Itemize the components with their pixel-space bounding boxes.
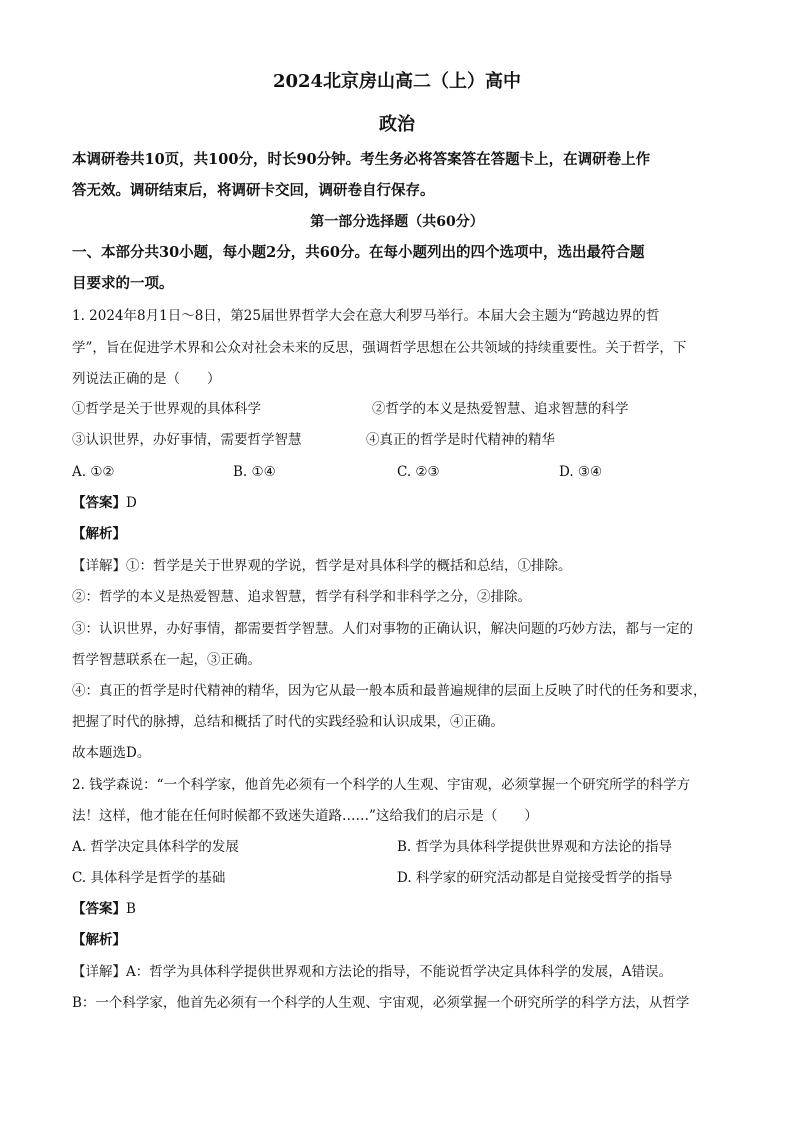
q1-detail-line-7: 故本题选D。 [72, 745, 151, 761]
q1-analysis-tag: 【解析】 [72, 526, 126, 542]
q1-statement-4: ④真正的哲学是时代精神的精华 [366, 432, 555, 448]
q1-statement-1: ①哲学是关于世界观的具体科学 [72, 401, 261, 417]
q1-statement-2: ②哲学的本义是热爱智慧、追求智慧的科学 [372, 401, 629, 417]
q2-answer [72, 899, 136, 919]
q1-detail-line-3: ③：认识世界，办好事情，都需要哲学智慧。人们对事物的正确认识，解决问题的巧妙方法，都与一定的 [72, 621, 693, 637]
q1-option-c: C. ②③ [397, 464, 440, 480]
instructions-line-1: 一、本部分共30小题，每小题2分，共60分。在每小题列出的四个选项中，选出最符合题 [72, 244, 645, 261]
q2-stem-line-1: 2. 钱学森说：“一个科学家，他首先必须有一个科学的人生观、宇宙观，必须掌握一个研究所学的科学方 [72, 777, 691, 793]
q1-stem-line-1: 1. 2024年8月1日～8日，第25届世界哲学大会在意大利罗马举行。本届大会主题为“跨越边界的哲 [72, 308, 660, 324]
part1-title: 第一部分选择题（共60分） [310, 214, 484, 230]
subject-title: 政治 [379, 114, 415, 135]
q1-detail-line-1: 【详解】①：哲学是关于世界观的学说，哲学是对具体科学的概括和总结，①排除。 [72, 558, 572, 574]
instructions-line-2: 目要求的一项。 [72, 275, 174, 292]
q2-option-c: C. 具体科学是哲学的基础 [72, 870, 226, 886]
q2-option-d: D. 科学家的研究活动都是自觉接受哲学的指导 [397, 870, 673, 886]
q1-statement-3: ③认识世界，办好事情，需要哲学智慧 [72, 432, 302, 448]
q2-option-a: A. 哲学决定具体科学的发展 [72, 839, 239, 855]
q1-option-b: B. ①④ [233, 464, 276, 480]
q1-answer-value: D [126, 495, 137, 511]
q1-answer [72, 493, 137, 513]
q2-detail-line-1: 【详解】A：哲学为具体科学提供世界观和方法论的指导，不能说哲学决定具体科学的发展，A错误。 [72, 964, 672, 980]
q1-stem-line-2: 学”，旨在促进学术界和公众对社会未来的反思，强调哲学思想在公共领域的持续重要性。关于哲学，下 [72, 340, 687, 356]
document-title: 2024北京房山高二（上）高中 [272, 71, 522, 92]
q1-detail-line-5: ④：真正的哲学是时代精神的精华，因为它从最一般本质和最普遍规律的层面上反映了时代的任务和要求， [72, 683, 707, 699]
q1-option-a: A. ①② [72, 464, 115, 480]
q1-detail-line-6: 把握了时代的脉搏，总结和概括了时代的实践经验和认识成果，④正确。 [72, 714, 504, 730]
q2-answer-tag: 【答案】 [72, 901, 126, 917]
q1-option-d: D. ③④ [559, 464, 603, 480]
q2-detail-line-2: B：一个科学家，他首先必须有一个科学的人生观、宇宙观，必须掌握一个研究所学的科学方法，从哲学 [72, 995, 690, 1011]
notice-line-2: 答无效。调研结束后，将调研卡交回，调研卷自行保存。 [72, 182, 435, 199]
q1-detail-line-2: ②：哲学的本义是热爱智慧、追求智慧，哲学有科学和非科学之分，②排除。 [72, 589, 531, 605]
q2-analysis-tag: 【解析】 [72, 932, 126, 948]
q1-detail-line-4: 哲学智慧联系在一起，③正确。 [72, 652, 261, 668]
q2-answer-value: B [126, 901, 136, 917]
q2-stem-line-2: 法！这样，他才能在任何时候都不致迷失道路……”这给我们的启示是（ ） [72, 808, 538, 824]
q1-answer-tag: 【答案】 [72, 495, 126, 511]
q2-option-b: B. 哲学为具体科学提供世界观和方法论的指导 [397, 839, 673, 855]
q1-stem-line-3: 列说法正确的是（ ） [72, 371, 221, 387]
notice-line-1: 本调研卷共10页，共100分，时长90分钟。考生务必将答案答在答题卡上，在调研卷上作 [72, 151, 651, 168]
